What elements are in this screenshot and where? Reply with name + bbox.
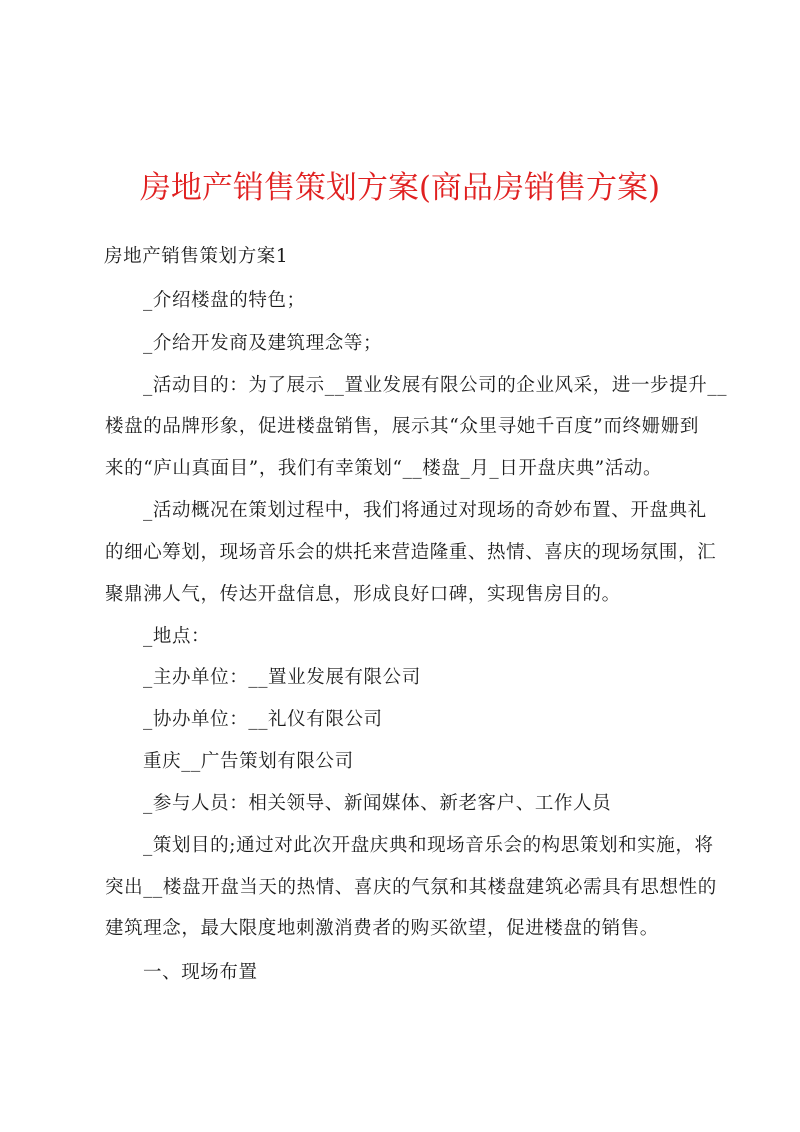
paragraph-line: 建筑理念，最大限度地刺激消费者的购买欲望，促进楼盘的销售。 xyxy=(105,918,659,939)
paragraph-line: _活动概况在策划过程中，我们将通过对现场的奇妙布置、开盘典礼 xyxy=(143,500,707,521)
document-title: 房地产销售策划方案(商品房销售方案) xyxy=(139,170,661,206)
paragraph-line: 来的“庐山真面目”，我们有幸策划“__楼盘_月_日开盘庆典”活动。 xyxy=(105,458,663,479)
paragraph-line: 楼盘的品牌形象，促进楼盘销售，展示其“众里寻她千百度”而终姗姗到 xyxy=(105,416,699,437)
paragraph-line: 突出__楼盘开盘当天的热情、喜庆的气氛和其楼盘建筑必需具有思想性的 xyxy=(105,877,717,898)
paragraph-line: _介给开发商及建筑理念等； xyxy=(143,333,383,354)
paragraph-line: 的细心筹划，现场音乐会的烘托来营造隆重、热情、喜庆的现场氛围，汇 xyxy=(105,542,717,563)
paragraph-line: _地点： xyxy=(143,626,211,647)
paragraph-line: 重庆__广告策划有限公司 xyxy=(143,751,354,772)
paragraph-line: _活动目的：为了展示__置业发展有限公司的企业风采，进一步提升__ xyxy=(143,375,728,396)
paragraph-line: _介绍楼盘的特色； xyxy=(143,290,306,311)
paragraph-line: _参与人员：相关领导、新闻媒体、新老客户、工作人员 xyxy=(143,793,612,814)
paragraph-line: 聚鼎沸人气，传达开盘信息，形成良好口碑，实现售房目的。 xyxy=(105,584,621,605)
section-heading: 一、现场布置 xyxy=(143,962,258,983)
paragraph-line: _协办单位：__礼仪有限公司 xyxy=(143,709,383,730)
paragraph-line: _主办单位：__置业发展有限公司 xyxy=(143,667,421,688)
section-heading: 房地产销售策划方案1 xyxy=(104,246,289,267)
paragraph-line: _策划目的;通过对此次开盘庆典和现场音乐会的构思策划和实施，将 xyxy=(143,835,714,856)
